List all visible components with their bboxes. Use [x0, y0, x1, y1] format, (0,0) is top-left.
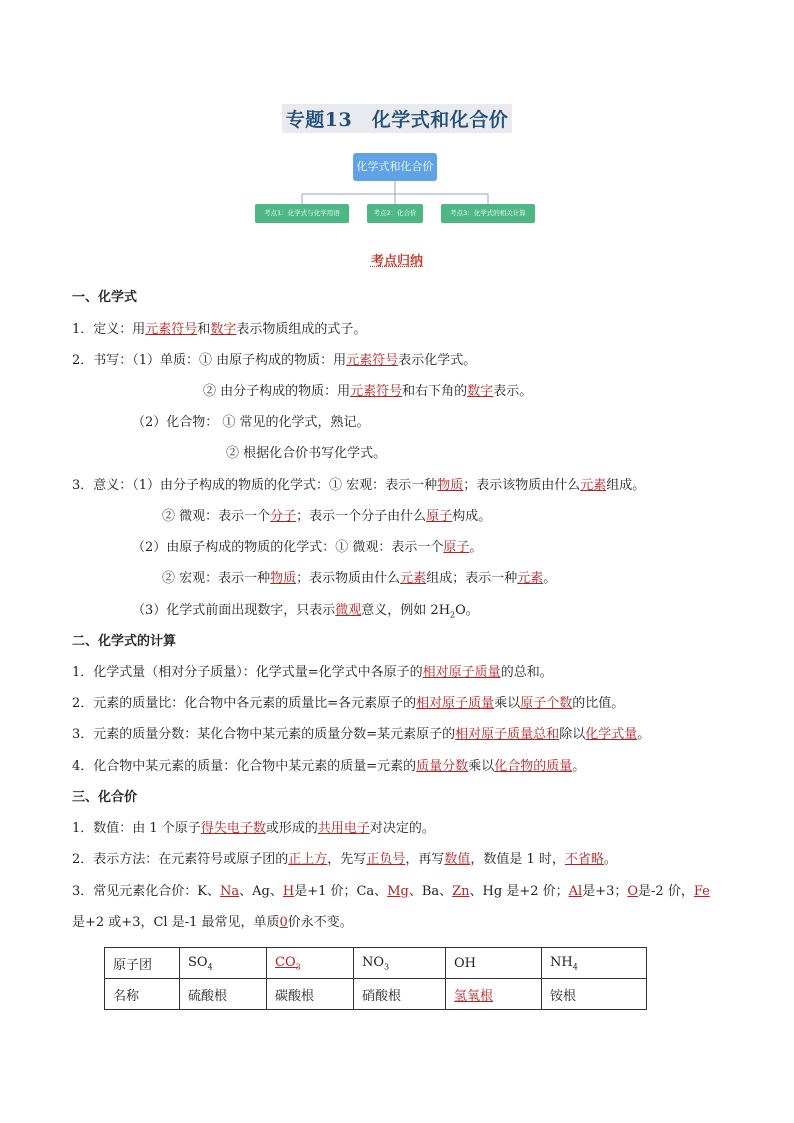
table-row [105, 979, 647, 1010]
s1-writing-3: （2）化合物： ① 常见的化学式，熟记。 [132, 415, 370, 430]
mindmap-root: 化学式和化合价 [353, 153, 437, 181]
s1-meaning-3: （2）由原子构成的物质的化学式：① 微观：表示一个原子。 [132, 540, 483, 555]
table-cell: $NO_3$ [354, 948, 446, 979]
table-cell: 铵根 [542, 979, 647, 1010]
table-cell: $NH_4$ [542, 948, 647, 979]
s3-valence-2: 2．表示方法：在元素符号或原子团的正上方，先写正负号，再写数值，数值是 1 时，不省略。 [72, 852, 617, 867]
s2-calc-2: 2．元素的质量比：化合物中各元素的质量比=各元素原子的相对原子质量乘以原子个数的比值。 [72, 696, 625, 711]
table-cell: $SO_4$ [180, 948, 267, 979]
table-cell: 氢氧根 [446, 979, 542, 1010]
table-cell: 硝酸根 [354, 979, 446, 1010]
page-title: 专题13 化学式和化合价 [0, 104, 794, 133]
s1-meaning-5: （3）化学式前面出现数字，只表示微观意义，例如 $2H_2O$。 [132, 603, 479, 620]
s2-heading: 二、化学式的计算 [72, 634, 177, 649]
table-cell: 碳酸根 [267, 979, 354, 1010]
s1-heading: 一、化学式 [72, 290, 138, 305]
s1-definition: 1．定义：用元素符号和数字表示物质组成的式子。 [72, 322, 367, 337]
table-cell: OH [446, 948, 542, 979]
s1-writing-4: ② 根据化合价书写化学式。 [226, 446, 387, 461]
radical-table [104, 947, 647, 1010]
section-title: 考点归纳 [370, 254, 423, 269]
table-cell: 名称 [105, 979, 180, 1010]
s1-writing-1: 2．书写：（1）单质：① 由原子构成的物质：用元素符号表示化学式。 [72, 353, 477, 368]
s2-calc-4: 4．化合物中某元素的质量：化合物中某元素的质量=元素的质量分数乘以化合物的质量。 [72, 759, 586, 774]
s1-meaning-4: ② 宏观：表示一种物质；表示物质由什么元素组成；表示一种元素。 [162, 571, 557, 586]
s3-valence-3: 3．常见元素化合价：K、Na、Ag、H是+1 价；Ca、Mg、Ba、Zn、Hg 是+2 价；Al是+3；O是-2 价，Fe [72, 884, 710, 899]
s2-calc-3: 3．元素的质量分数：某化合物中某元素的质量分数=某元素原子的相对原子质量总和除以化学式量。 [72, 727, 651, 742]
s3-valence-1: 1．数值：由 1 个原子得失电子数或形成的共用电子对决定的。 [72, 821, 435, 836]
s1-writing-2: ② 由分子构成的物质：用元素符号和右下角的数字表示。 [203, 384, 533, 399]
mindmap-child-3: 考点3：化学式的相关计算 [441, 204, 535, 223]
s1-meaning-2: ② 微观：表示一个分子；表示一个分子由什么原子构成。 [162, 509, 492, 524]
s3-valence-4: 是+2 或+3，Cl 是-1 最常见，单质0价永不变。 [72, 915, 353, 930]
s2-calc-1: 1．化学式量（相对分子质量）：化学式量=化学式中各原子的相对原子质量的总和。 [72, 665, 553, 680]
mindmap-child-1: 考点1：化学式与化学用语 [255, 204, 349, 223]
table-row [105, 948, 647, 979]
mindmap-child-2: 考点2：化合价 [367, 204, 423, 223]
table-cell: 原子团 [105, 948, 180, 979]
table-cell: 硫酸根 [180, 979, 267, 1010]
s3-heading: 三、化合价 [72, 790, 138, 805]
s1-meaning-1: 3．意义：（1）由分子构成的物质的化学式：① 宏观：表示一种物质；表示该物质由什么元素组成。 [72, 478, 646, 493]
table-cell: $CO_3$ [267, 948, 354, 979]
